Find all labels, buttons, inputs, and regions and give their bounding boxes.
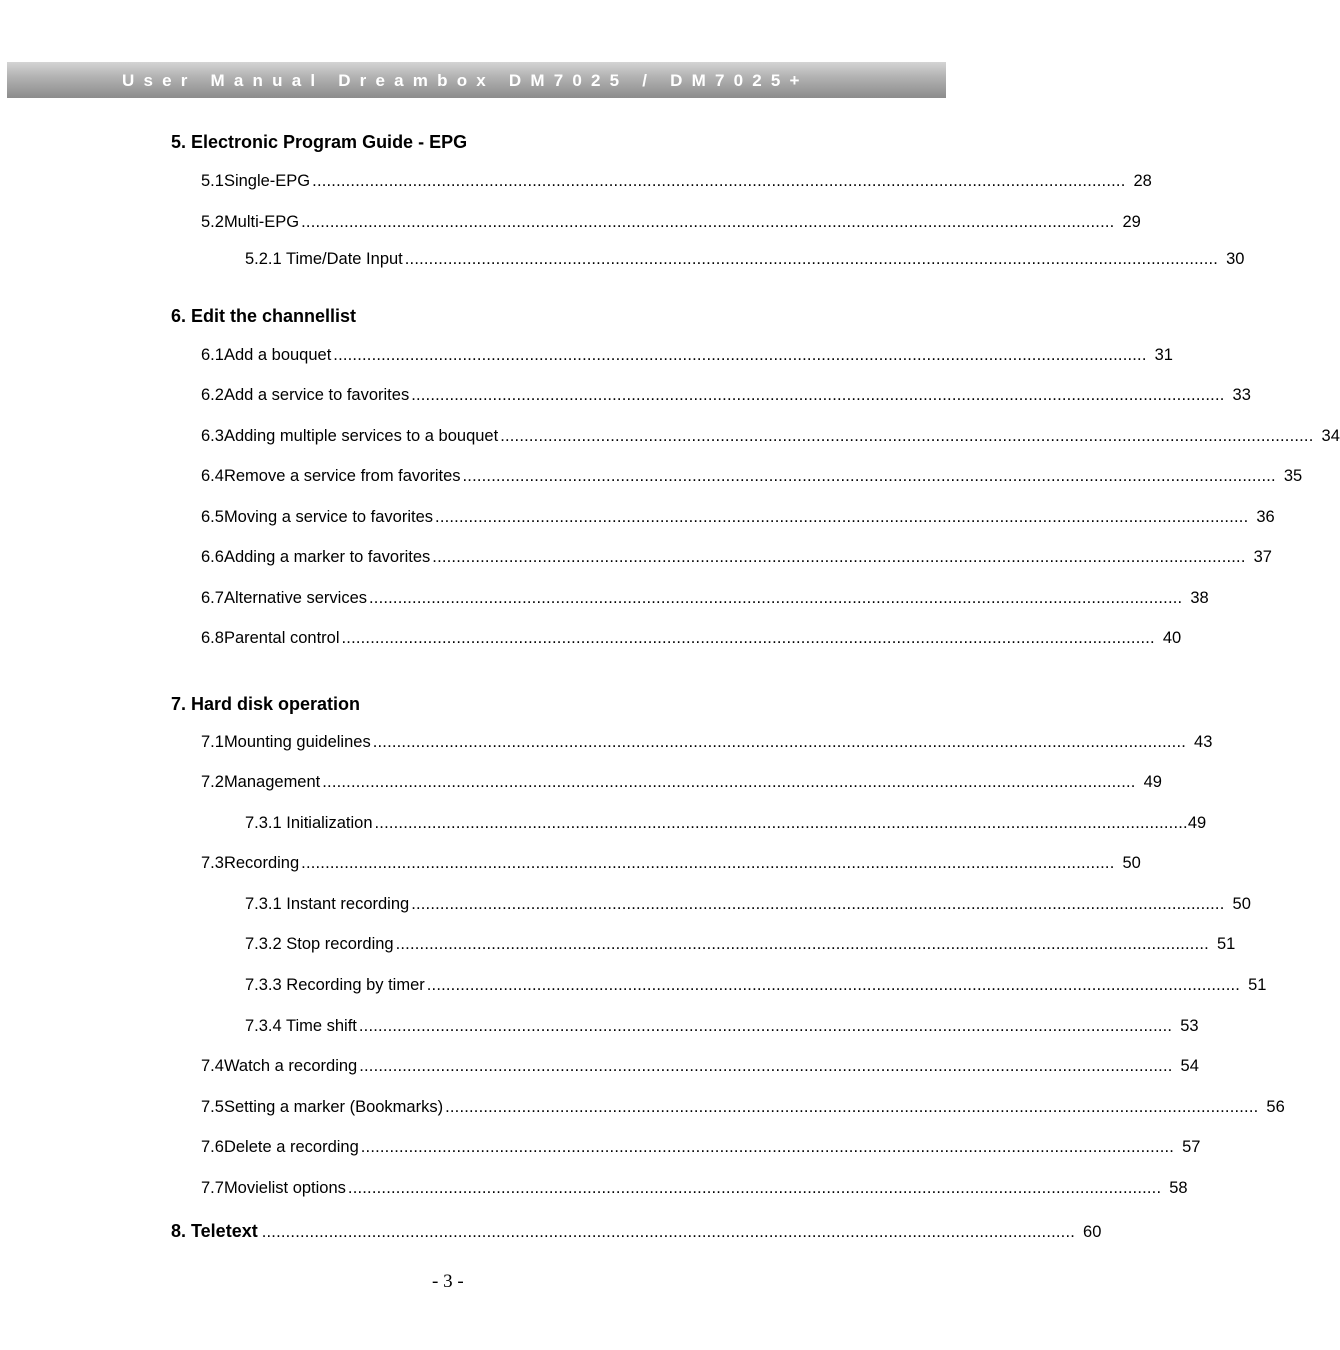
toc-page-number: 51	[1216, 935, 1236, 953]
toc-number: 6.6	[201, 548, 224, 566]
toc-entry-7-3[interactable]	[201, 852, 1141, 874]
toc-leader-dots: ..........................................................................................................................................................................	[358, 1017, 1173, 1035]
toc-leader-dots: ..........................................................................................................................................................................	[404, 250, 1219, 268]
toc-leader-dots: ..........................................................................................................................................................................	[462, 467, 1276, 485]
toc-page-number: 53	[1180, 1017, 1199, 1035]
toc-page-number: 51	[1248, 976, 1267, 994]
toc-label: Management	[223, 773, 321, 791]
toc-label: Remove a service from favorites	[223, 467, 461, 485]
toc-label: Add a bouquet	[223, 346, 332, 364]
toc-number: 5.2	[201, 213, 224, 231]
section-title-channellist: 6. Edit the channellist	[171, 306, 357, 326]
toc-label: 8. Teletext	[171, 1221, 258, 1241]
toc-number: 6.1	[201, 346, 224, 364]
toc-number: 7.3	[201, 854, 224, 872]
toc-number: 6.8	[201, 629, 224, 647]
toc-leader-dots: ..........................................................................................................................................................................	[426, 976, 1241, 994]
toc-number: 7.2	[201, 773, 224, 791]
toc-entry-7-6[interactable]	[201, 1136, 1201, 1158]
toc-entry-7-3-3[interactable]	[245, 974, 1267, 996]
toc-page-number: 38	[1190, 589, 1209, 607]
toc-page-number: 30	[1226, 250, 1245, 268]
toc-label: 7.3.3 Recording by timer	[245, 976, 425, 994]
toc-page-number: 58	[1169, 1179, 1188, 1197]
toc-page-number: 35	[1283, 467, 1303, 485]
toc-label: Setting a marker (Bookmarks)	[223, 1098, 444, 1116]
toc-label: 7.3.4 Time shift	[245, 1017, 357, 1035]
toc-label: Add a service to favorites	[223, 386, 410, 404]
toc-entry-6-6[interactable]	[201, 546, 1272, 568]
toc-label: 7.3.2 Stop recording	[245, 935, 394, 953]
toc-number: 7.4	[201, 1057, 224, 1075]
toc-leader-dots: ..........................................................................................................................................................................	[435, 508, 1249, 526]
toc-leader-dots: ..........................................................................................................................................................................	[360, 1138, 1175, 1156]
toc-leader-dots: ..........................................................................................................................................................................	[372, 733, 1187, 751]
toc-number: 6.7	[201, 589, 224, 607]
footer-page-number	[0, 1271, 898, 1293]
toc-number: 7.6	[201, 1138, 224, 1156]
toc-label: Adding multiple services to a bouquet	[223, 427, 499, 445]
toc-label: Single-EPG	[223, 172, 311, 190]
toc-number: 5.1	[201, 172, 224, 190]
toc-entry-7-4[interactable]	[201, 1055, 1199, 1077]
toc-entry-7-3-4[interactable]	[245, 1015, 1199, 1037]
toc-page-number: 33	[1232, 386, 1251, 404]
toc-label: Delete a recording	[223, 1138, 359, 1156]
toc-page-number: 29	[1122, 213, 1141, 231]
toc-number: 6.2	[201, 386, 224, 404]
toc-entry-6-7[interactable]	[201, 587, 1209, 609]
toc-leader-dots: ..........................................................................................................................................................................	[261, 1223, 1076, 1241]
toc-leader-dots: ..........................................................................................................................................................................	[322, 773, 1136, 791]
header-bar	[7, 62, 946, 98]
toc-leader-dots: ..........................................................................................................................................................................	[359, 1057, 1173, 1075]
toc-label: Watch a recording	[223, 1057, 358, 1075]
toc-leader-dots: ..........................................................................................................................................................................	[500, 427, 1314, 445]
toc-leader-dots: ..........................................................................................................................................................................	[312, 172, 1126, 190]
toc-label: Multi-EPG	[223, 213, 300, 231]
toc-label: Recording	[223, 854, 300, 872]
toc-page-number: 50	[1122, 854, 1141, 872]
toc-entry-7-5[interactable]	[201, 1096, 1285, 1118]
toc-page-number: 49	[1187, 814, 1207, 832]
toc-page-number: 31	[1154, 346, 1173, 364]
toc-leader-dots: ..........................................................................................................................................................................	[341, 629, 1155, 647]
toc-leader-dots: ..........................................................................................................................................................................	[411, 895, 1225, 913]
toc-page-number: 37	[1253, 548, 1272, 566]
toc-entry-6-2[interactable]	[201, 384, 1251, 406]
toc-leader-dots: ..........................................................................................................................................................................	[347, 1179, 1162, 1197]
toc-entry-6-3[interactable]	[201, 425, 1340, 447]
toc-label: 7.3.1 Initialization	[245, 814, 373, 832]
toc-entry-7-1[interactable]	[201, 731, 1213, 753]
toc-label: Parental control	[223, 629, 340, 647]
toc-page-number: 57	[1182, 1138, 1201, 1156]
toc-entry-7-3-1-instant[interactable]	[245, 893, 1251, 915]
toc-number: 6.5	[201, 508, 224, 526]
toc-page-number: 56	[1266, 1098, 1285, 1116]
toc-page-number: 40	[1162, 629, 1182, 647]
toc-page-number: 60	[1083, 1223, 1102, 1241]
toc-entry-6-5[interactable]	[201, 506, 1275, 528]
toc-entry-5-1[interactable]	[201, 170, 1152, 192]
toc-label: Mounting guidelines	[223, 733, 371, 751]
toc-page-number: 50	[1232, 895, 1251, 913]
toc-number: 7.1	[201, 733, 224, 751]
toc-number: 6.3	[201, 427, 224, 445]
toc-label: 7.3.1 Instant recording	[245, 895, 410, 913]
toc-entry-7-2[interactable]	[201, 771, 1162, 793]
toc-entry-7-3-1-initialization[interactable]	[245, 812, 1207, 834]
toc-page-number: 28	[1133, 172, 1152, 190]
toc-leader-dots: ..........................................................................................................................................................................	[333, 346, 1147, 364]
toc-leader-dots: ..........................................................................................................................................................................	[411, 386, 1225, 404]
toc-label: Adding a marker to favorites	[223, 548, 431, 566]
toc-label: 5.2.1 Time/Date Input	[245, 250, 403, 268]
toc-page-number: 49	[1143, 773, 1162, 791]
toc-leader-dots: ..........................................................................................................................................................................	[395, 935, 1209, 953]
toc-entry-6-8[interactable]	[201, 627, 1182, 649]
toc-leader-dots: ..........................................................................................................................................................................	[301, 854, 1115, 872]
toc-leader-dots: ..........................................................................................................................................................................	[301, 213, 1115, 231]
toc-label: Movielist options	[223, 1179, 346, 1197]
toc-number: 7.7	[201, 1179, 224, 1197]
toc-label: Alternative services	[223, 589, 367, 607]
toc-leader-dots: ..........................................................................................................................................................................	[369, 589, 1183, 607]
section-title-epg: 5. Electronic Program Guide - EPG	[171, 132, 468, 152]
toc-number: 6.4	[201, 467, 224, 485]
toc-page-number: 54	[1180, 1057, 1199, 1075]
toc-page-number: 43	[1194, 733, 1213, 751]
toc-entry-7-7[interactable]	[201, 1177, 1188, 1199]
toc-page-number: 36	[1256, 508, 1275, 526]
toc-leader-dots: ..........................................................................................................................................................................	[445, 1098, 1259, 1116]
toc-entry-7-3-2[interactable]	[245, 933, 1236, 955]
toc-entry-6-1[interactable]	[201, 344, 1173, 366]
toc-number: 7.5	[201, 1098, 224, 1116]
toc-entry-8-teletext[interactable]	[171, 1220, 1102, 1242]
header-title: User Manual Dreambox DM7025 / DM7025+	[122, 71, 809, 90]
section-title-hard-disk: 7. Hard disk operation	[171, 694, 361, 714]
toc-entry-6-4[interactable]	[201, 465, 1303, 487]
toc-page-number: 34	[1321, 427, 1340, 445]
toc-leader-dots: ..........................................................................................................................................................................	[374, 814, 1188, 832]
toc-label: Moving a service to favorites	[223, 508, 434, 526]
toc-entry-5-2[interactable]	[201, 211, 1141, 233]
toc-leader-dots: ..........................................................................................................................................................................	[432, 548, 1246, 566]
page-number-text: - 3 -	[432, 1271, 464, 1292]
toc-entry-5-2-1[interactable]	[245, 248, 1245, 270]
